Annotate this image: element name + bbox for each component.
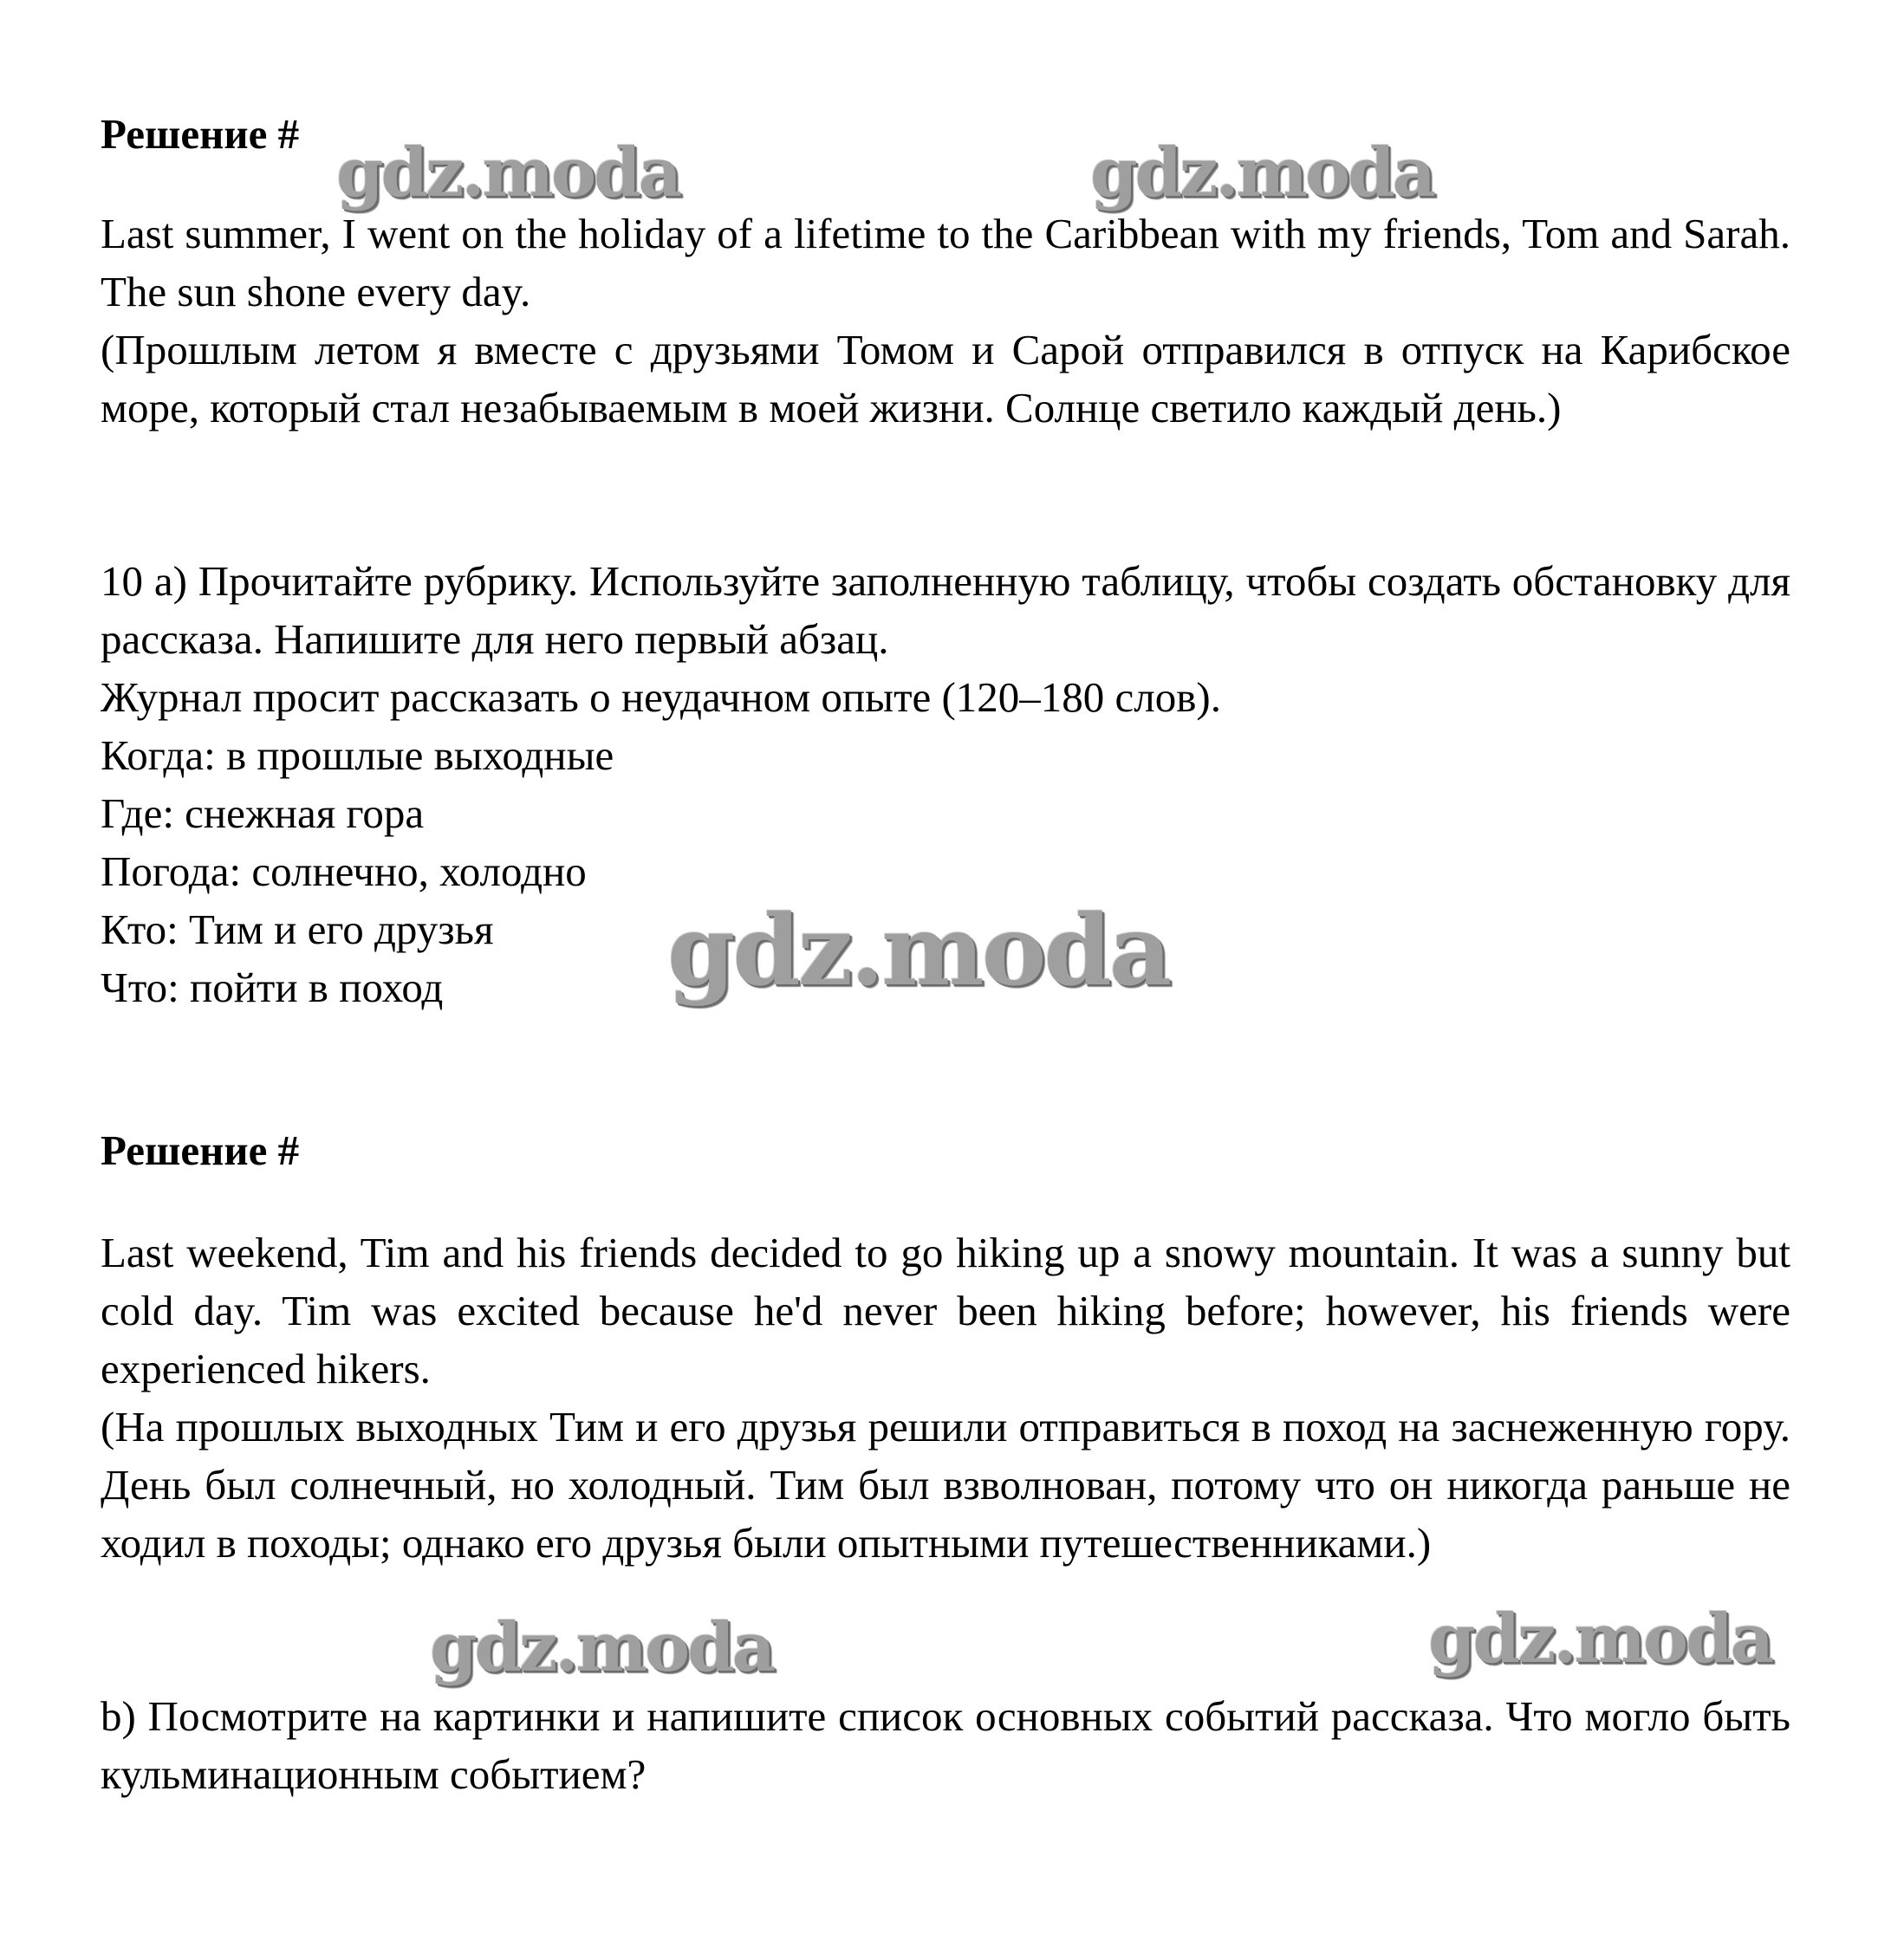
solution-heading-1: Решение # <box>101 110 300 158</box>
solution-1-translation-text: (Прошлым летом я вместе с друзьями Томом и Сарой отправился в отпуск на Карибское море, который стал незабываемым в моей жизни. Солнце светило каждый день.) <box>101 326 1790 432</box>
task-10a-instruction: 10 a) Прочитайте рубрику. Используйте заполненную таблицу, чтобы создать обстановку для рассказа. Напишите для него первый абзац. <box>101 557 1790 663</box>
watermark-logo: gdz.moda <box>1428 1600 1772 1678</box>
watermark-logo: gdz.moda <box>1090 133 1434 212</box>
watermark-logo: gdz.moda <box>667 894 1170 1008</box>
watermark-logo: gdz.moda <box>430 1608 774 1687</box>
solution-2-english-text: Last weekend, Tim and his friends decided to go hiking up a snowy mountain. It was a sunny but cold day. Tim was excited because he'd never been hiking before; however, his friends were experienced hikers. <box>101 1229 1790 1392</box>
solution-1-english-text: Last summer, I went on the holiday of a lifetime to the Caribbean with my friends, Tom and Sarah. The sun shone every day. <box>101 210 1790 315</box>
table-row-when: Когда: в прошлые выходные <box>101 731 614 779</box>
table-row-who: Кто: Тим и его друзья <box>101 905 494 953</box>
table-row-where: Где: снежная гора <box>101 789 425 837</box>
solution-heading-2: Решение # <box>101 1126 300 1174</box>
solution-2-translation-text: (На прошлых выходных Тим и его друзья решили отправиться в поход на заснеженную гору. День был солнечный, но холодный. Тим был взволнован, потому что он никогда раньше не ходил в походы; однако его друзья были опытными путешественниками.) <box>101 1403 1790 1567</box>
table-row-what: Что: пойти в поход <box>101 964 444 1011</box>
task-b-instruction: b) Посмотрите на картинки и напишите список основных событий рассказа. Что могло быть кульминационным событием? <box>101 1692 1790 1798</box>
table-row-weather: Погода: солнечно, холодно <box>101 847 587 895</box>
watermark-logo: gdz.moda <box>336 133 680 212</box>
task-10a-prompt: Журнал просит рассказать о неудачном опыте (120–180 слов). <box>101 673 1221 721</box>
